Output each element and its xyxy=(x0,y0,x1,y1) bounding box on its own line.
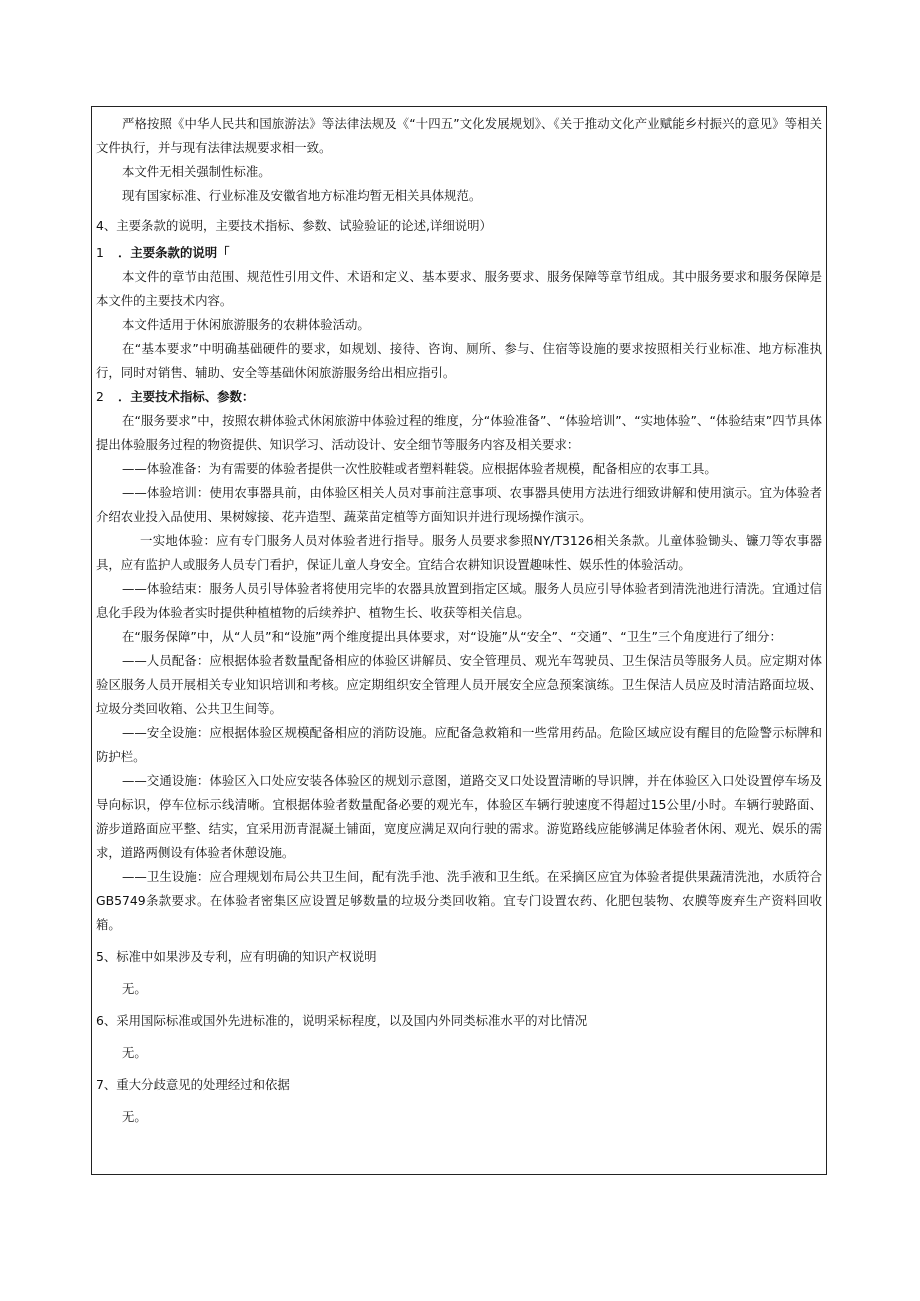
clause-paragraph: ——体验结束：服务人员引导体验者将使用完毕的农器具放置到指定区域。服务人员应引导体验者到清洗池进行清洗。宜通过信息化手段为体验者实时提供种植植物的后续养护、植物生长、收获等相关信息。 xyxy=(96,581,822,620)
subsection-1-heading xyxy=(96,241,822,265)
intro-paragraph: 严格按照《中华人民共和国旅游法》等法律法规及《“十四五”文化发展规划》、《关于推动文化产业赋能乡村振兴的意见》等相关文件执行，并与现有法律法规要求相一致。 xyxy=(96,116,822,155)
clause-paragraph: ——体验准备：为有需要的体验者提供一次性胶鞋或者塑料鞋袋。应根据体验者规模，配备相应的农事工具。 xyxy=(122,461,717,476)
section-6-body: 无。 xyxy=(122,1045,147,1060)
clause-paragraph: ——体验培训：使用农事器具前，由体验区相关人员对事前注意事项、农事器具使用方法进行细致讲解和使用演示。宜为体验者介绍农业投入品使用、果树嫁接、花卉造型、蔬菜苗定植等方面知识并进行现场操作演示。 xyxy=(96,485,822,524)
clause-paragraph: ——交通设施：体验区入口处应安装各体验区的规划示意图，道路交叉口处设置清晰的导识牌，并在体验区入口处设置停车场及导向标识，停车位标示线清晰。宜根据体验者数量配备必要的观光车，体验区车辆行驶速度不得超过15公里/小时。车辆行驶路面、游步道路面应平整、结实，宜采用沥青混凝土铺面，宽度应满足双向行驶的需求。游览路线应能够满足体验者休闲、观光、娱乐的需求，道路两侧设有体验者休憩设施。 xyxy=(96,773,822,860)
clause-paragraph: 在“服务保障”中，从“人员”和“设施”两个维度提出具体要求，对“设施”从“安全”、“交通”、“卫生”三个角度进行了细分： xyxy=(122,629,782,644)
intro-paragraph: 现有国家标准、行业标准及安徽省地方标准均暂无相关具体规范。 xyxy=(122,188,482,203)
intro-paragraph: 本文件无相关强制性标准。 xyxy=(122,164,271,179)
clause-paragraph: ——卫生设施：应合理规划布局公共卫生间，配有洗手池、洗手液和卫生纸。在采摘区应宜为体验者提供果蔬清洗池，水质符合GB5749条款要求。在体验者密集区应设置足够数量的垃圾分类回收箱。宜专门设置农药、化肥包装物、农膜等废弃生产资料回收箱。 xyxy=(96,869,822,932)
clause-paragraph: 在“基本要求”中明确基础硬件的要求，如规划、接待、咨询、厕所、参与、住宿等设施的要求按照相关行业标准、地方标准执行，同时对销售、辅助、安全等基础休闲旅游服务给出相应指引。 xyxy=(96,341,822,380)
clause-paragraph: ——人员配备：应根据体验者数量配备相应的体验区讲解员、安全管理员、观光车驾驶员、卫生保洁员等服务人员。应定期对体验区服务人员开展相关专业知识培训和考核。应定期组织安全管理人员开展安全应急预案演练。卫生保洁人员应及时清洁路面垃圾、垃圾分类回收箱、公共卫生间等。 xyxy=(96,653,822,716)
section-5-body: 无。 xyxy=(122,981,147,996)
subsection-2-heading xyxy=(96,385,822,409)
section-4-heading: 4、主要条款的说明，主要技术指标、参数、试验验证的论述,详细说明） xyxy=(96,218,492,233)
section-5-heading: 5、标准中如果涉及专利，应有明确的知识产权说明 xyxy=(96,949,377,964)
clause-paragraph-field-experience: 一实地体验：应有专门服务人员对体验者进行指导。服务人员要求参照NY/T3126相关条款。儿童体验锄头、镰刀等农事器具，应有监护人或服务人员专门看护，保证儿童人身安全。宜结合农耕知识设置趣味性、娱乐性的体验活动。 xyxy=(96,533,822,572)
clause-paragraph: 在“服务要求”中，按照农耕体验式休闲旅游中体验过程的维度，分“体验准备”、“体验培训”、“实地体验”、“体验结束”四节具体提出体验服务过程的物资提供、知识学习、活动设计、安全细节等服务内容及相关要求： xyxy=(96,413,822,452)
subsection-number: 2 xyxy=(96,389,104,404)
section-6-heading: 6、采用国际标准或国外先进标准的，说明采标程度，以及国内外同类标准水平的对比情况 xyxy=(96,1013,588,1028)
section-7-body: 无。 xyxy=(122,1109,147,1124)
document-body xyxy=(96,112,822,1129)
clause-paragraph: ——安全设施：应根据体验区规模配备相应的消防设施。应配备急救箱和一些常用药品。危险区域应设有醒目的危险警示标牌和防护栏。 xyxy=(96,725,822,764)
subsection-title: ．主要技术指标、参数： xyxy=(118,389,255,404)
subsection-number: 1 xyxy=(96,245,104,260)
clause-paragraph: 本文件适用于休闲旅游服务的农耕体验活动。 xyxy=(122,317,370,332)
subsection-title: ．主要条款的说明「 xyxy=(118,245,230,260)
section-7-heading: 7、重大分歧意见的处理经过和依据 xyxy=(96,1077,290,1092)
clause-paragraph: 本文件的章节由范围、规范性引用文件、术语和定义、基本要求、服务要求、服务保障等章节组成。其中服务要求和服务保障是本文件的主要技术内容。 xyxy=(96,269,822,308)
